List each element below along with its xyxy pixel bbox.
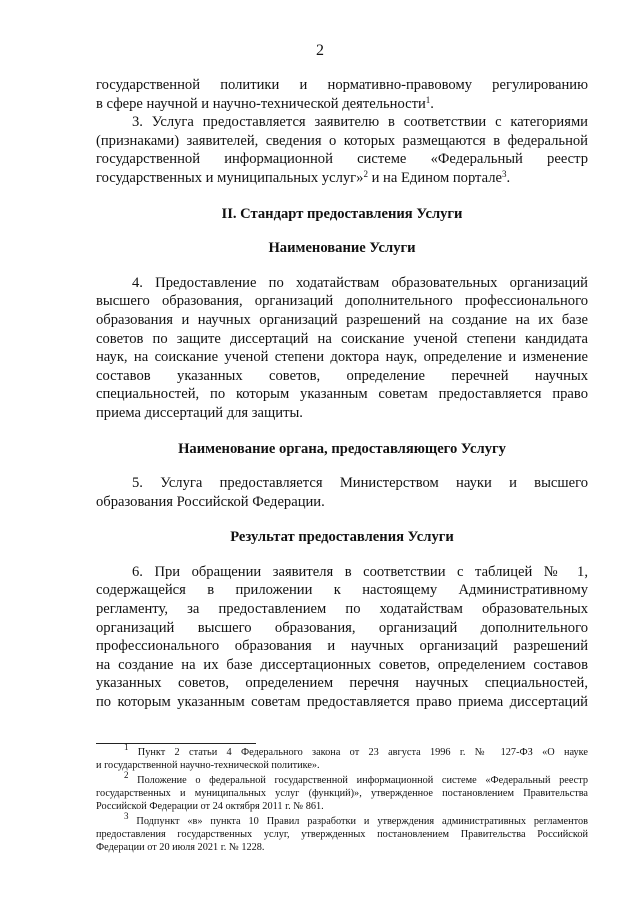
footnote-2-line-2: государственных и муниципальных услуг (функций)», утвержденное постановлением Правительства	[96, 788, 588, 799]
paragraph-2-line-1: государственной политики и нормативно-правовому регулированию	[96, 77, 588, 93]
paragraph-5-line-2: образования Российской Федерации.	[96, 493, 325, 510]
paragraph-4-line-5: наук, на соискание ученой степени доктора наук, определение и изменение	[96, 349, 588, 366]
footnote-3	[96, 811, 588, 854]
paragraph-3-line-1: 3. Услуга предоставляется заявителю в соответствии с категориями	[132, 114, 588, 131]
paragraph-4-line-3: образования и научных организаций разрешений на создание на их базе	[96, 311, 588, 328]
paragraph-4-line-7: специальностей, по которым указанным советам предоставляется право	[96, 386, 588, 403]
paragraph-4-line-2: высшего образования, организаций дополнительного профессионального	[96, 293, 588, 310]
paragraph-6-line-4: организаций высшего образования, организаций дополнительного	[96, 619, 588, 636]
paragraph-2-line-2: в сфере научной и научно-технической деятельности$^1$.	[96, 94, 434, 112]
footnote-separator	[96, 743, 256, 744]
paragraph-5-line-1: 5. Услуга предоставляется Министерством науки и высшего	[132, 475, 588, 492]
paragraph-4-line-8: приема диссертаций для защиты.	[96, 404, 303, 421]
subheading-service-name: Наименование Услуги	[268, 240, 416, 257]
paragraph-6-line-6: на создание на их базе диссертационных советов, определением составов	[96, 656, 588, 673]
footnote-ref-2: 2	[363, 168, 368, 179]
paragraph-3-line-2: (признаками) заявителей, сведения о которых размещаются в федеральной	[96, 132, 588, 149]
page-number: 2	[316, 42, 324, 59]
paragraph-6-line-3: регламенту, за предоставлением по ходатайствам образовательных	[96, 601, 588, 618]
subheading-service-result: Результат предоставления Услуги	[230, 529, 454, 546]
paragraph-3-line-3: государственной информационной системе «Федеральный реестр	[96, 151, 588, 168]
footnote-2-line-1: $^2$ Положение о федеральной государственной информационной системе «Федеральный реестр	[124, 770, 588, 786]
footnote-2	[96, 770, 588, 813]
paragraph-6-line-8: по которым указанным советам предоставляется право приема диссертаций	[96, 694, 588, 711]
footnote-3-line-3: Федерации от 20 июля 2021 г. № 1228.	[96, 842, 265, 853]
document-body	[96, 76, 588, 712]
paragraph-4-line-6: составов указанных советов, определение перечней научных	[96, 367, 588, 384]
paragraph-6-line-1: 6. При обращении заявителя в соответствии с таблицей № 1,	[132, 563, 588, 580]
paragraph-4-line-1: 4. Предоставление по ходатайствам образовательных организаций	[132, 274, 588, 291]
footnote-ref-1: 1	[425, 94, 431, 105]
section-heading: II. Стандарт предоставления Услуги	[221, 205, 463, 222]
footnote-ref-3: 3	[501, 168, 507, 179]
footnote-3-line-1: $^3$ Подпункт «в» пункта 10 Правил разработки и утверждения административных регламентов	[124, 811, 588, 827]
paragraph-4-line-4: советов по защите диссертаций на соискание ученой степени кандидата	[96, 330, 588, 347]
paragraph-6-line-2: содержащейся в приложении к настоящему Административному	[96, 582, 588, 599]
footnote-2-line-3: Российской Федерации от 24 октября 2011 г. № 861.	[96, 801, 324, 812]
paragraph-6-line-7: указанных советов, определением перечня научных специальностей,	[96, 675, 588, 692]
paragraph-6-line-5: профессионального образования и научных организаций разрешений	[96, 638, 588, 655]
footnote-3-line-2: предоставления государственных услуг, утвержденных постановлением Правительства Российской	[96, 829, 588, 840]
footnote-1	[96, 742, 588, 772]
footnote-1-line-2: и государственной научно-технической политике».	[96, 760, 320, 771]
paragraph-3-line-4: государственных и муниципальных услуг»$^2$ и на Едином портале$^3$.	[96, 168, 511, 186]
subheading-providing-organ: Наименование органа, предоставляющего Услугу	[178, 440, 506, 457]
footnote-1-line-1: $^1$ Пункт 2 статьи 4 Федерального закона от 23 августа 1996 г. № 127-ФЗ «О науке	[124, 742, 588, 758]
